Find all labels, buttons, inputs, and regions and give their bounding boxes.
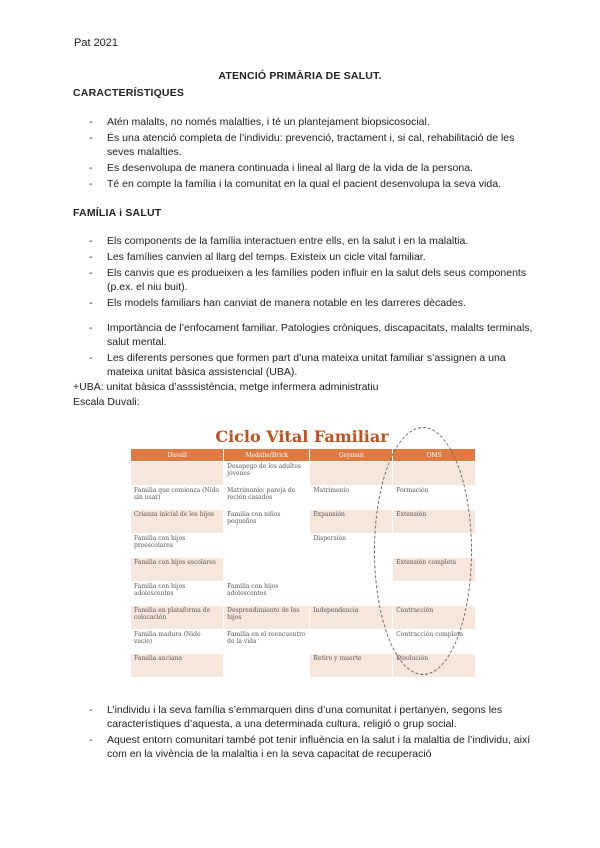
- table-cell: Contracción: [393, 606, 476, 630]
- table-cell: [310, 558, 393, 582]
- table-cell: [310, 582, 393, 606]
- table-cell: Familia en el reencuentro de la vida: [224, 630, 310, 654]
- list-item: - Els models familiars han canviat de manera notable en les darreres dècades.: [73, 296, 533, 310]
- list-item: - Les famílies canvien al llarg del temps. Existeix un cicle vital familiar.: [73, 250, 533, 264]
- comunitat-list: [73, 703, 533, 763]
- table-cell: [310, 630, 393, 654]
- table-cell: Familia con niños pequeños: [224, 510, 310, 534]
- escala-label: Escala Duvali:: [73, 396, 140, 408]
- list-item: - Importància de l’enfocament familiar. Patologies cròniques, discapacitats, malalts terminals, salut mental.: [73, 321, 533, 349]
- table-row: [131, 534, 476, 558]
- table-row: [131, 606, 476, 630]
- caracteristiques-list: [73, 115, 533, 193]
- table-cell: Retiro y muerte: [310, 654, 393, 678]
- table-cell: Formación: [393, 486, 476, 510]
- table-cell: Matrimonio: [310, 486, 393, 510]
- table-row: [131, 558, 476, 582]
- list-item: - Té en compte la família i la comunitat en la qual el pacient desenvolupa la seva vida.: [73, 177, 533, 191]
- table-row: [131, 462, 476, 486]
- table-cell: Contracción completa: [393, 630, 476, 654]
- table-cell: [224, 654, 310, 678]
- list-item: - Els components de la família interactuen entre ells, en la salut i en la malaltia.: [73, 234, 533, 248]
- table-cell: Familia con hijos preescolares: [131, 534, 224, 558]
- section-heading-familia: FAMÍLIA i SALUT: [73, 207, 162, 219]
- list-item: - És una atenció completa de l’individu: prevenció, tractament i, si cal, rehabilitació de les seves malalties.: [73, 131, 533, 159]
- page-header-year: Pat 2021: [74, 37, 119, 49]
- section-heading-caracteristiques: CARACTERÍSTIQUES: [73, 87, 185, 99]
- table-cell: Familia con hijos adolescentes: [131, 582, 224, 606]
- table-cell: Disolución: [393, 654, 476, 678]
- table-cell: Independencia: [310, 606, 393, 630]
- column-header-medalie: Medalie/Brick: [224, 449, 310, 462]
- table-cell: Matrimonio: pareja de recién casados: [224, 486, 310, 510]
- list-item: - Es desenvolupa de manera continuada i lineal al llarg de la vida de la persona.: [73, 161, 533, 175]
- document-title: ATENCIÓ PRIMÀRIA DE SALUT.: [218, 70, 382, 82]
- table-cell: Desapego de los adultos jóvenes: [224, 462, 310, 486]
- table-cell: Extensión: [393, 510, 476, 534]
- table-cell: [393, 534, 476, 558]
- column-header-oms: OMS: [393, 449, 476, 462]
- familia-list-2: [73, 321, 533, 381]
- ciclo-vital-table: [130, 448, 476, 678]
- uba-note: +UBA: unitat bàsica d’asssistència, metge infermera administratiu: [73, 381, 379, 393]
- table-cell: Familia anciana: [131, 654, 224, 678]
- familia-list: [73, 234, 533, 312]
- figure-title: Ciclo Vital Familiar: [215, 427, 389, 446]
- table-row: [131, 654, 476, 678]
- list-item: - Atén malalts, no només malalties, i té un plantejament biopsicosocial.: [73, 115, 533, 129]
- list-item: - Aquest entorn comunitari també pot tenir influència en la salut i la malaltia de l’individu, així com en la vivència de la malaltia i en la seva capacitat de recuperació: [73, 733, 533, 761]
- list-item: - Les diferents persones que formen part d’una mateixa unitat familiar s’assignen a una mateixa unitat bàsica assistencial (UBA).: [73, 351, 533, 379]
- table-row: [131, 582, 476, 606]
- table-cell: Desprendimiento de los hijos: [224, 606, 310, 630]
- table-cell: Dispersión: [310, 534, 393, 558]
- list-item: - L’individu i la seva família s’emmarquen dins d’una comunitat i pertanyen, segons les característiques d’aquesta, a una determinada cultura, religió o grup social.: [73, 703, 533, 731]
- table-cell: Crianza inicial de los hijos: [131, 510, 224, 534]
- table-cell: [224, 534, 310, 558]
- table-cell: [224, 558, 310, 582]
- table-cell: Familia en plataforma de colocación: [131, 606, 224, 630]
- list-item: - Els canvis que es produeixen a les famílies poden influir en la salut dels seus components (p.ex. el niu buit).: [73, 266, 533, 294]
- table-cell: Familia con hijos adolescentes: [224, 582, 310, 606]
- table-row: [131, 630, 476, 654]
- table-cell: [393, 582, 476, 606]
- table-cell: [310, 462, 393, 486]
- table-cell: Extensión completa: [393, 558, 476, 582]
- table-cell: Familia que comienza (Nido sin usar): [131, 486, 224, 510]
- table-cell: [393, 462, 476, 486]
- table-cell: Expansión: [310, 510, 393, 534]
- table-cell: Familia con hijos escolares: [131, 558, 224, 582]
- ciclo-vital-figure: [127, 425, 477, 673]
- table-row: [131, 486, 476, 510]
- column-header-geyman: Geyman: [310, 449, 393, 462]
- table-cell: Familia madura (Nido vacío): [131, 630, 224, 654]
- table-row: [131, 510, 476, 534]
- table-cell: [131, 462, 224, 486]
- column-header-duvall: Duvall: [131, 449, 224, 462]
